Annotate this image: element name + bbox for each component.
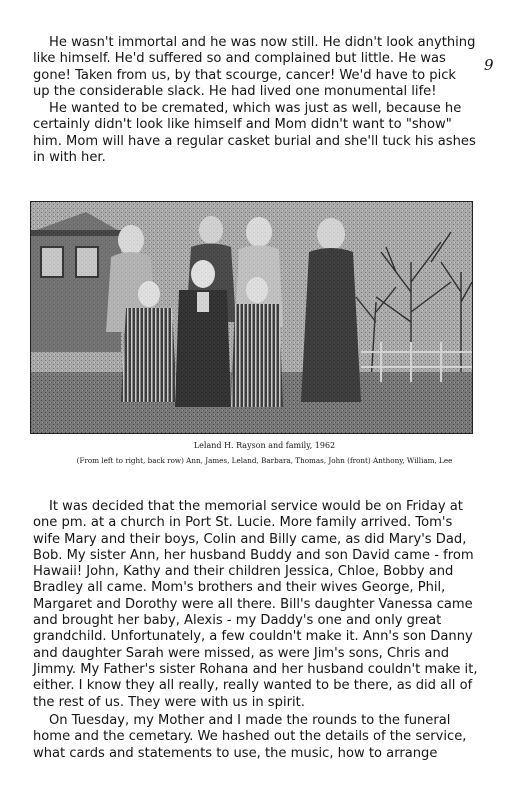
family-photo: [30, 201, 473, 434]
text-line: Jimmy. My Father's sister Rohana and her husband couldn't make it,: [33, 661, 478, 677]
text-line: in with her.: [33, 149, 106, 165]
paragraph-4: [33, 713, 503, 762]
text-line: He wasn't immortal and he was now still. He didn't look anything: [49, 35, 476, 50]
text-line: and daughter Sarah were missed, as were Jim's sons, Chris and: [33, 645, 450, 661]
text-line: Margaret and Dorothy were all there. Bill's daughter Vanessa came: [33, 596, 473, 612]
text-line: It was decided that the memorial service would be on Friday at: [49, 499, 463, 514]
paragraph-3: [33, 499, 503, 711]
text-line: and brought her baby, Alexis - my Daddy's one and only great: [33, 613, 442, 629]
page-number: 9: [484, 56, 494, 74]
photo-caption-names: (From left to right, back row) Ann, James, Leland, Barbara, Thomas, John (front) Anthony, William, Lee: [76, 456, 453, 465]
text-line: certainly didn't look like himself and Mom didn't want to "show": [33, 117, 452, 133]
text-line: either. I know they all really, really wanted to be there, as did all of: [33, 678, 473, 694]
text-line: like himself. He'd suffered so and complained but little. He was: [33, 51, 446, 67]
text-line: gone! Taken from us, by that scourge, cancer! We'd have to pick: [33, 67, 457, 83]
paragraph-2: [33, 101, 503, 166]
text-line: him. Mom will have a regular casket burial and she'll tuck his ashes: [33, 133, 476, 149]
text-line: grandchild. Unfortunately, a few couldn't make it. Ann's son Danny: [33, 629, 473, 645]
text-line: up the considerable slack. He had lived one monumental life!: [33, 83, 437, 99]
text-line: home and the cemetary. We hashed out the details of the service,: [33, 729, 467, 745]
photo-caption-title: Leland H. Rayson and family, 1962: [193, 441, 336, 450]
paragraph-1: [33, 35, 503, 100]
text-line: one pm. at a church in Port St. Lucie. More family arrived. Tom's: [33, 515, 453, 531]
text-line: He wanted to be cremated, which was just as well, because he: [49, 101, 462, 116]
text-line: the rest of us. They were with us in spirit.: [33, 694, 305, 710]
text-line: Bob. My sister Ann, her husband Buddy and son David came - from: [33, 547, 474, 563]
family-photo-illustration: [31, 202, 472, 433]
text-line: what cards and statements to use, the music, how to arrange: [33, 745, 438, 761]
text-line: Hawaii! John, Kathy and their children Jessica, Chloe, Bobby and: [33, 564, 454, 580]
text-line: wife Mary and their boys, Colin and Billy came, as did Mary's Dad,: [33, 531, 467, 547]
text-line: On Tuesday, my Mother and I made the rounds to the funeral: [49, 713, 451, 728]
text-line: Bradley all came. Mom's brothers and their wives George, Phil,: [33, 580, 446, 596]
